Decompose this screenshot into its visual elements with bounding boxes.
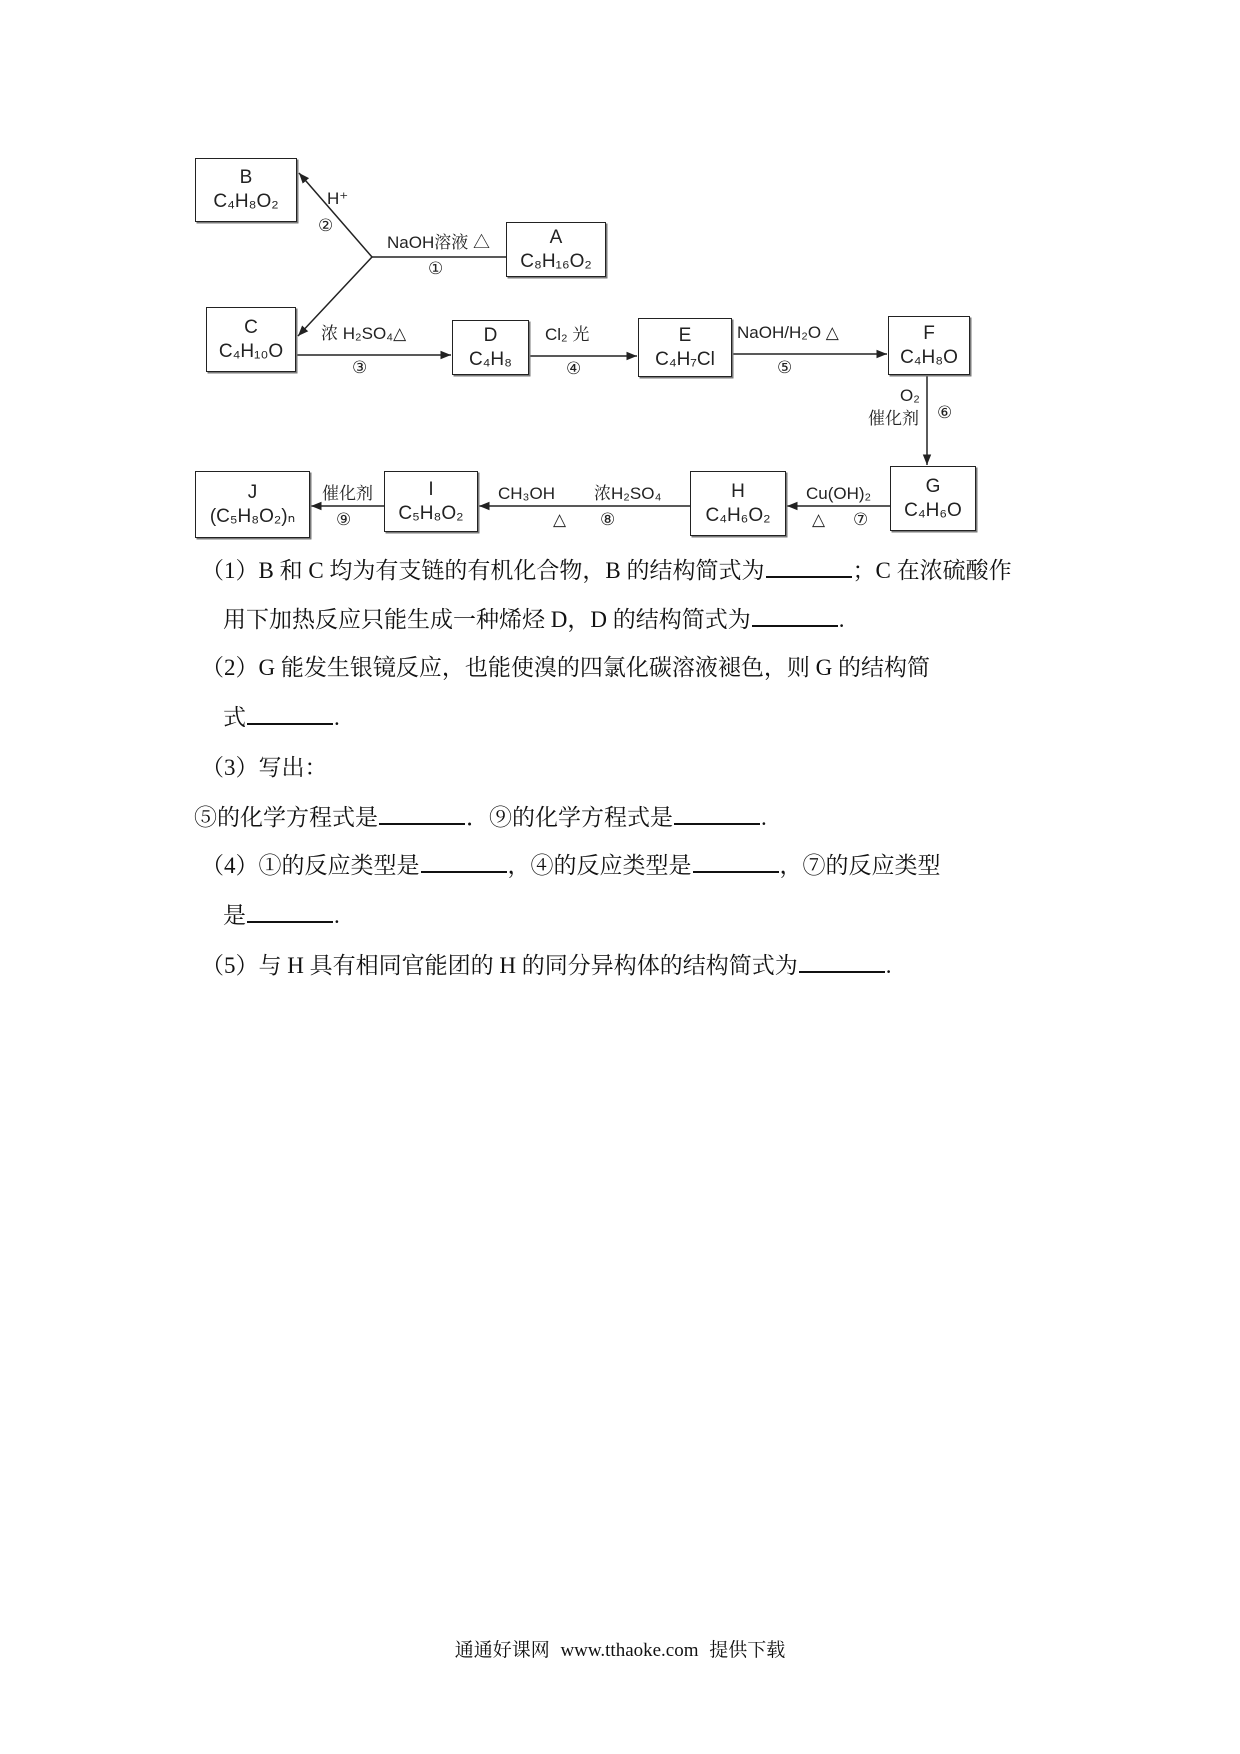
answer-blank [379,803,465,825]
compound-label: I [428,478,434,500]
question-2-line-2 [223,703,340,732]
answer-blank [247,703,333,725]
step-1-conditions: NaOH溶液 △ [387,233,490,252]
step-5-conditions: NaOH/H₂O △ [737,323,839,342]
question-text: 式 [223,705,246,730]
question-3-line-2 [194,803,767,832]
step-2-number: ② [318,216,334,235]
answer-blank [799,951,885,973]
question-2-line-1 [201,654,930,682]
step-2-conditions: H⁺ [327,189,349,208]
arrow-branch-to-b [299,173,372,257]
compound-label: H [731,480,745,502]
answer-blank [752,605,838,627]
question-text: . [334,705,340,730]
answer-blank [421,851,507,873]
compound-formula: C₄H₈ [468,348,513,370]
compound-formula: C₄H₇Cl [655,348,715,370]
step-7-reagent: Cu(OH)₂ [806,484,872,503]
step-8-number: ⑧ [600,510,616,529]
question-text: . [885,953,892,978]
question-4-line-2 [223,901,340,930]
step-8-reagent: CH₃OH [498,484,555,503]
step-6-catalyst: 催化剂 [868,409,919,428]
compound-label: D [483,324,498,346]
step-4-conditions: Cl₂ 光 [545,325,590,344]
answer-blank [766,556,852,578]
compound-c-box [206,307,296,372]
question-text: ，⑦的反应类型 [779,853,941,878]
question-text: . [334,903,340,928]
step-9-number: ⑨ [336,510,352,529]
step-7-heat-symbol: △ [812,510,826,529]
answer-blank [693,851,779,873]
reaction-arrows [0,0,1240,600]
compound-formula: C₅H₈O₂ [398,502,464,524]
compound-formula: C₄H₆O [904,499,962,521]
answer-blank [674,803,760,825]
compound-d-box [452,320,529,375]
question-5-line-1 [201,951,891,980]
compound-g-box [890,466,976,531]
question-text: ，④的反应类型是 [507,853,692,878]
compound-label: J [247,481,258,503]
question-1-line-2 [223,605,844,634]
step-9-catalyst: 催化剂 [322,484,373,503]
question-1-line-1 [201,556,1012,585]
compound-formula: C₄H₈O [900,346,958,368]
question-text: 是 [223,903,246,928]
compound-e-box [638,318,732,377]
question-text: 用下加热反应只能生成一种烯烃 D，D 的结构简式为 [223,607,751,632]
compound-formula: C₄H₆O₂ [705,504,771,526]
reaction-scheme [0,0,1240,600]
compound-label: E [678,324,692,346]
question-text: （3）写出： [201,755,328,780]
compound-f-box [888,316,970,375]
question-text: （1）B 和 C 均为有支链的有机化合物，B 的结构简式为 [201,558,765,583]
compound-label: B [239,167,253,188]
compound-h-box [690,471,786,536]
step-3-number: ③ [352,358,368,377]
step-6-reagent: O₂ [900,386,920,405]
compound-j-box [195,471,310,538]
step-8-heat-symbol: △ [553,510,567,529]
page-footer: 通通好课网 www.tthaoke.com 提供下载 [454,1640,786,1661]
step-5-number: ⑤ [777,358,793,377]
compound-a-box [506,222,606,277]
step-4-number: ④ [566,359,582,378]
compound-label: F [923,322,935,344]
compound-i-box [384,471,478,532]
compound-label: G [925,475,941,497]
compound-b-box [195,158,297,222]
question-text: （5）与 H 具有相同官能团的 H 的同分异构体的结构简式为 [201,953,798,978]
question-text: （4）①的反应类型是 [201,853,420,878]
question-text: ；C 在浓硫酸作 [852,558,1012,583]
question-text: . [838,607,845,632]
step-8-acid: 浓H₂SO₄ [594,484,662,503]
question-text: . [761,805,767,830]
compound-formula: C₈H₁₆O₂ [520,250,592,272]
compound-formula: C₄H₁₀O [218,340,284,362]
answer-blank [247,901,333,923]
step-7-number: ⑦ [853,510,869,529]
step-1-number: ① [428,259,444,278]
step-3-conditions: 浓 H₂SO₄△ [321,324,407,343]
compound-formula: C₄H₈O₂ [213,191,279,212]
question-3-line-1 [201,754,328,782]
compound-label: C [244,316,258,338]
compound-label: A [549,226,563,248]
question-4-line-1 [201,851,941,880]
question-text: ⑤的化学方程式是 [194,805,378,830]
compound-formula: (C₅H₈O₂)ₙ [209,505,296,527]
step-6-number: ⑥ [937,403,953,422]
question-text: ．⑨的化学方程式是 [466,805,673,830]
question-text: （2）G 能发生银镜反应，也能使溴的四氯化碳溶液褪色，则 G 的结构简 [201,655,930,680]
